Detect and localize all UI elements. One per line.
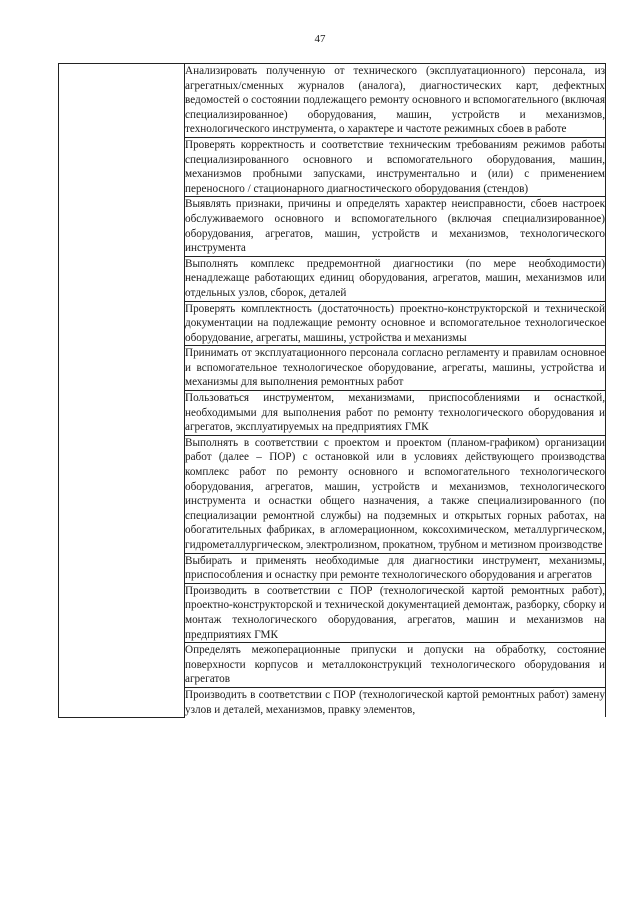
table-cell: Производить в соответствии с ПОР (технологической картой ремонтных работ), проектно-конструкторской и технической документацией демонтаж, разборку, сборку и монтаж технологического оборудования, агрегатов, машин и механизмов на предприятиях ГМК [185, 583, 606, 642]
table-cell: Пользоваться инструментом, механизмами, приспособлениями и оснасткой, необходимыми для выполнения работ по ремонту технологического оборудования и агрегатов, эксплуатируемых на предприятиях ГМК [185, 391, 606, 436]
table-cell: Принимать от эксплуатационного персонала согласно регламенту и правилам основное и вспомогательное технологическое оборудование, агрегаты, машины, устройства и механизмы для выполнения ремонтных работ [185, 346, 606, 391]
page-number: 47 [314, 33, 326, 45]
table-cell: Проверять корректность и соответствие техническим требованиям режимов работы специализированного основного и вспомогательного оборудования, машин, механизмов пробными запусками, инструментально и (или) с применением переносного / стационарного диагностического оборудования (стендов) [185, 137, 606, 196]
table-cell: Определять межоперационные припуски и допуски на обработку, состояние поверхности корпусов и металлоконструкций технологического оборудования и агрегатов [185, 643, 606, 688]
empty-left-column [59, 64, 185, 718]
table-cell: Выбирать и применять необходимые для диагностики инструмент, механизмы, приспособления и оснастку при ремонте технологического оборудования и агрегатов [185, 553, 606, 583]
table-row [59, 64, 606, 138]
table-cell: Выполнять в соответствии с проектом и проектом (планом-графиком) организации работ (далее – ПОР) с остановкой или в условиях действующего производства комплекс работ по ремонту основного и вспомогательного технологического оборудования, агрегатов, машин, устройств и механизмов, технологического инструмента и оснастки общего назначения, а также специализированного (по специализации ремонтной службы) на подземных и открытых горных работах, на обогатительных фабриках, в агломерационном, коксохимическом, металлургическом, гидрометаллургическом, электролизном, прокатном, трубном и метизном производстве [185, 435, 606, 553]
table-cell: Выявлять признаки, причины и определять характер неисправности, сбоев настроек обслуживаемого основного и вспомогательного (включая специализированное) оборудования, агрегатов, машин, устройств и механизмов, технологического инструмента [185, 197, 606, 256]
table-cell: Анализировать полученную от технического (эксплуатационного) персонала, из агрегатных/сменных журналов (аналога), диагностических карт, дефектных ведомостей о состоянии подлежащего ремонту основного и вспомогательного (включая специализированное) оборудования, машин, устройств и механизмов, технологического инструмента, о характере и частоте режимных сбоев в работе [185, 64, 606, 138]
table-cell: Производить в соответствии с ПОР (технологической картой ремонтных работ) замену узлов и деталей, механизмов, правку элементов, [185, 688, 605, 716]
skills-table [58, 63, 606, 718]
table-cell: Проверять комплектность (достаточность) проектно-конструкторской и технической документации на подлежащие ремонту основное и вспомогательное технологическое оборудование, агрегаты, машины, устройства и механизмы [185, 301, 606, 346]
table-cell: Выполнять комплекс предремонтной диагностики (по мере необходимости) ненадлежаще работающих единиц оборудования, агрегатов, машин, механизмов или отдельных узлов, сборок, деталей [185, 256, 606, 301]
